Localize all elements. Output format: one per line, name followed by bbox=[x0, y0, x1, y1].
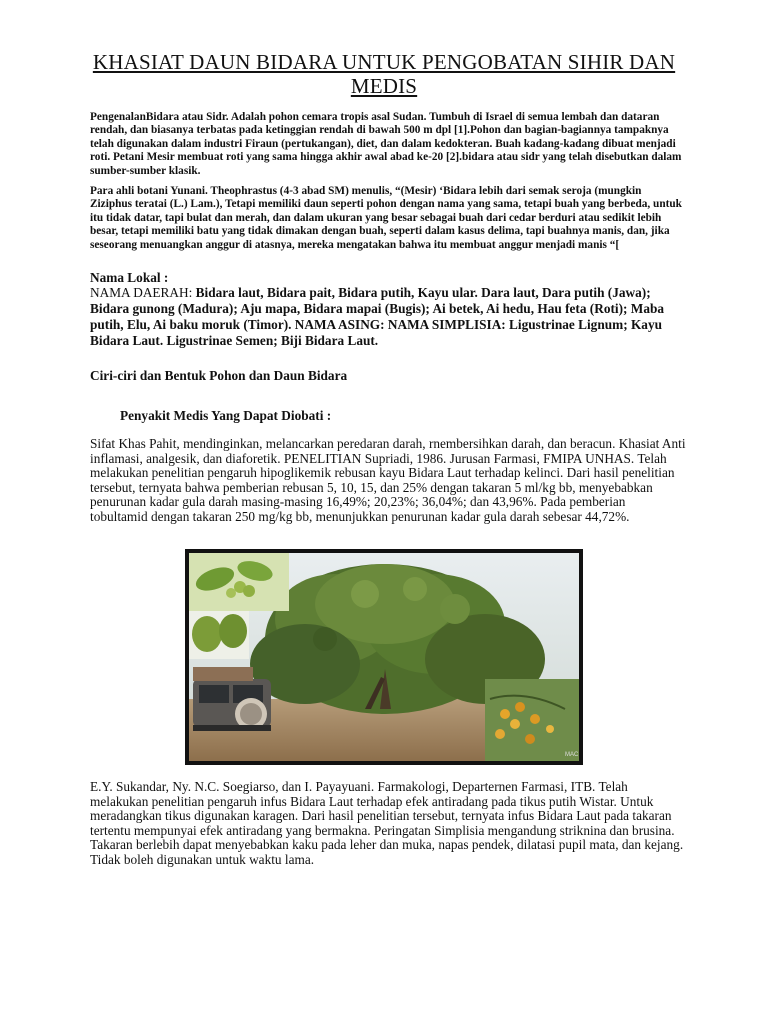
sukandar-paragraph: E.Y. Sukandar, Ny. N.C. Soegiarso, dan I. Payayuani. Farmakologi, Departernen Farmasi, ITB. Telah melakukan penelitian pengaruh infus Bidara Laut terhadap efek antiradang pada tikus putih Wistar. Untuk meradangkan tikus digunakan karagen. Dari hasil penelitian tersebut, ternyata infus Bidara Laut pada takaran tertentu mempunyai efek antiradang yang bermakna. Peringatan Simplisia mengandung striknina dan brusina. Takaran berlebih dapat menyebabkan kaku pada leher dan muka, napas pendek, dilatasi pupil mata, dan kejang. Tidak boleh digunakan untuk waktu lama. bbox=[90, 779, 684, 867]
bidara-tree-photo bbox=[185, 549, 583, 765]
page-title: KHASIAT DAUN BIDARA UNTUK PENGOBATAN SIHIR DAN MEDIS bbox=[92, 50, 676, 98]
intro-text: PengenalanBidara atau Sidr. Adalah pohon cemara tropis asal Sudan. Tumbuh di Israel di semua lembah dan dataran rendah, dan biasanya terbatas pada ketinggian rendah di bawah 500 m dpl [1].Pohon dan bagian-bagiannya tampaknya telah digunakan dalam industri Firaun (pertukangan), diet, dan dalam kedokteran. Buah kadang-kadang dibuat menjadi roti. Petani Mesir membuat roti yang sama hingga akhir awal abad ke-20 [2].bidara atau sidr yang telah disebutkan dalam sumber-sumber klasik. bbox=[90, 111, 682, 177]
fruit-inset bbox=[485, 679, 579, 761]
nama-daerah-text: Bidara laut, Bidara pait, Bidara putih, Kayu ular. Dara laut, Dara putih (Jawa); Bidara gunong (Madura); Aju mapa, Bidara mapai (Bugis); Ai betek, Ai hedu, Hau feta (Roti); Maba putih, Elu, Ai baku moruk (Timor). NAMA ASING: NAMA SIMPLISIA: Ligustrinae Lignum; Kayu Bidara Laut. Ligustrinae Semen; Biji Bidara Laut. bbox=[90, 285, 665, 348]
ciri-heading: Ciri-ciri dan Bentuk Pohon dan Daun Bidara bbox=[90, 368, 348, 383]
intro-paragraph bbox=[90, 111, 686, 178]
penyakit-heading: Penyakit Medis Yang Dapat Diobati : bbox=[120, 408, 332, 423]
bidara-photo-illustration bbox=[185, 549, 583, 765]
photo-credit: MAC bbox=[565, 752, 579, 758]
nama-daerah-label: NAMA DAERAH: bbox=[90, 285, 196, 300]
botani-paragraph: Para ahli botani Yunani. Theophrastus (4-3 abad SM) menulis, “(Mesir) ‘Bidara lebih dari semak seroja (mungkin Ziziphus teratai (L.) Lam.), Tetapi memiliki daun seperti pohon dengan nama yang sama, tetapi buah yang berbeda, untuk itu tidak datar, tapi bulat dan merah, dan dalam ukuran yang besar sebagai buah dari cedar berduri atau sedikit lebih besar, tetapi memiliki batu yang tidak dimakan dengan buah, seperti dalam kasus delima, tapi buahnya manis, dan, jika seseorang menuangkan anggur di atasnya, mereka mengatakan bahwa itu membuat anggur menjadi manis “[ bbox=[90, 185, 682, 251]
sifat-paragraph: Sifat Khas Pahit, mendinginkan, melancarkan peredaran darah, rnembersihkan darah, dan beracun. Khasiat Anti inflamasi, analgesik, dan diaforetik. PENELITIAN Supriadi, 1986. Jurusan Farmasi, FMIPA UNHAS. Telah melakukan penelitian pengaruh hipoglikemik rebusan kayu Bidara Laut terhadap kelinci. Dari hasil penelitian tersebut, ternyata bahwa pemberian rebusan 5, 10, 15, dan 25% dengan takaran 5 ml/kg bb, menyebabkan penurunan kadar gula darah masing-masing 16,49%; 20,23%; 36,04%; dan 43,96%. Pada pemberian tobultamid dengan takaran 250 mg/kg bb, menunjukkan penurunan kadar gula darah sebesar 44,72%. bbox=[90, 436, 686, 524]
nama-lokal-heading: Nama Lokal : bbox=[90, 270, 169, 285]
nama-lokal-paragraph bbox=[90, 285, 686, 349]
